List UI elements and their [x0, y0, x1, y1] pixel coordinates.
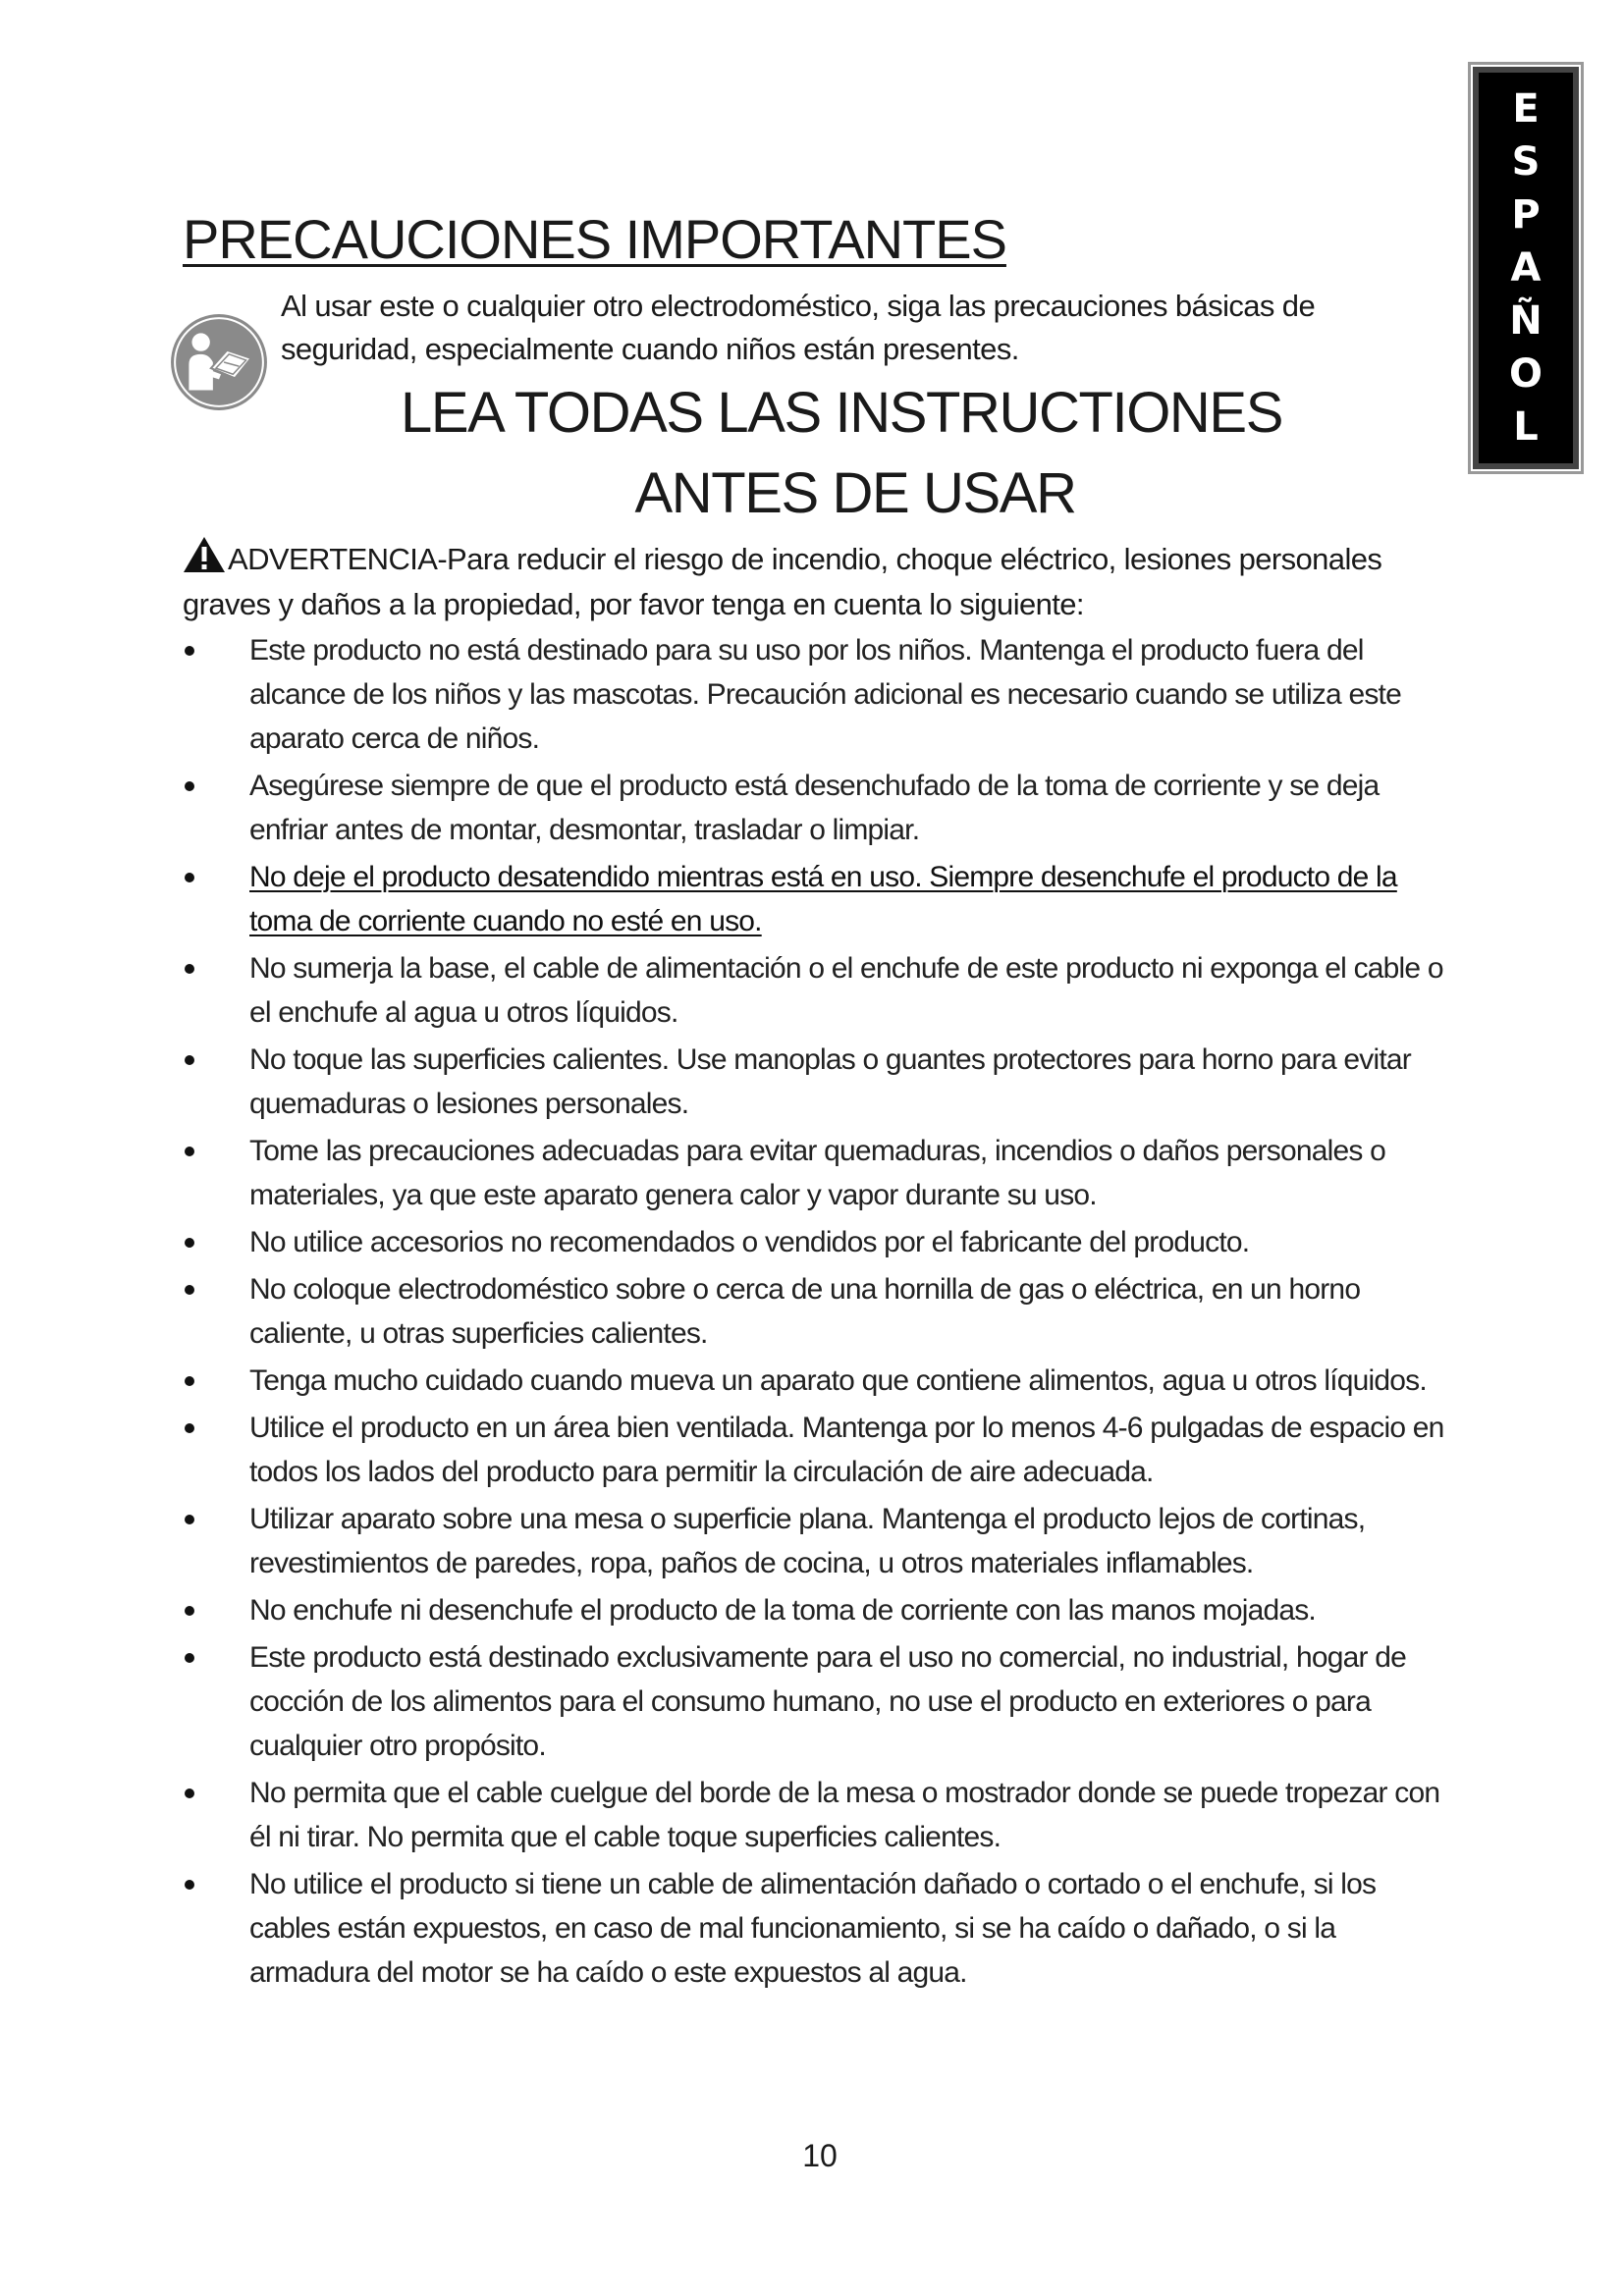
list-item-text: Este producto está destinado exclusivamente para el uso no comercial, no industrial, hogar de cocción de los alimentos para el consumo humano, no use el producto en exteriores o para cualquier otro propósito.	[249, 1641, 1406, 1762]
list-item-text: No toque las superficies calientes. Use manoplas o guantes protectores para horno para evitar quemaduras o lesiones personales.	[249, 1043, 1411, 1120]
language-tab-letter: L	[1513, 404, 1539, 450]
list-item-text: No utilice el producto si tiene un cable de alimentación dañado o cortado o el enchufe, si los cables están expuestos, en caso de mal funcionamiento, si se ha caído o dañado, o si la armadura del motor se ha caído o este expuestos al agua.	[249, 1868, 1377, 1989]
list-item	[183, 855, 1459, 943]
list-item-text: Asegúrese siempre de que el producto está desenchufado de la toma de corriente y se deja enfriar antes de montar, desmontar, trasladar o limpiar.	[249, 770, 1380, 846]
list-item	[183, 1220, 1459, 1264]
list-item-text: Este producto no está destinado para su uso por los niños. Mantenga el producto fuera del alcance de los niños y las mascotas. Precaución adicional es necesario cuando se utiliza este aparato cerca de niños.	[249, 634, 1401, 755]
list-item	[183, 1771, 1459, 1859]
list-item-text: No coloque electrodoméstico sobre o cerca de una hornilla de gas o eléctrica, en un horno caliente, u otras superficies calientes.	[249, 1273, 1361, 1350]
page-title: PRECAUCIONES IMPORTANTES	[183, 208, 1006, 270]
language-tab-letter: O	[1508, 351, 1543, 397]
bullet-icon	[185, 1880, 194, 1890]
list-item-text: Tome las precauciones adecuadas para evitar quemaduras, incendios o daños personales o materiales, ya que este aparato genera calor y vapor durante su uso.	[249, 1135, 1385, 1211]
subtitle-line-1: LEA TODAS LAS INSTRUCTIONES	[401, 381, 1282, 445]
warning-triangle-icon	[183, 536, 226, 573]
warning-text: ADVERTENCIA-Para reducir el riesgo de incendio, choque eléctrico, lesiones personales graves y daños a la propiedad, por favor tenga en cuenta lo siguiente:	[183, 542, 1382, 621]
list-item	[183, 1588, 1459, 1632]
bullet-icon	[185, 1147, 194, 1156]
list-item	[183, 628, 1459, 761]
language-tab-letter: S	[1511, 139, 1541, 185]
list-item	[183, 1267, 1459, 1356]
bullet-icon	[185, 1515, 194, 1524]
bullet-icon	[185, 1376, 194, 1386]
list-item-text: Tenga mucho cuidado cuando mueva un aparato que contiene alimentos, agua u otros líquidos.	[249, 1364, 1427, 1397]
list-item	[183, 1038, 1459, 1126]
list-item-text: No sumerja la base, el cable de alimentación o el enchufe de este producto ni exponga el cable o el enchufe al agua u otros líquidos.	[249, 952, 1443, 1029]
list-item	[183, 1497, 1459, 1585]
list-item-text: No permita que el cable cuelgue del borde de la mesa o mostrador donde se puede tropezar con él ni tirar. No permita que el cable toque superficies calientes.	[249, 1777, 1440, 1853]
list-item-text: Utilice el producto en un área bien ventilada. Mantenga por lo menos 4-6 pulgadas de espacio en todos los lados del producto para permitir la circulación de aire adecuada.	[249, 1412, 1444, 1488]
bullet-icon	[185, 1423, 194, 1433]
list-item	[183, 1359, 1459, 1403]
bullet-icon	[185, 781, 194, 791]
bullet-icon	[185, 1055, 194, 1065]
precautions-list	[183, 628, 1459, 1998]
language-tab-letter: E	[1512, 86, 1540, 132]
list-item	[183, 946, 1459, 1035]
list-item-text: No utilice accesorios no recomendados o vendidos por el fabricante del producto.	[249, 1226, 1250, 1258]
bullet-icon	[185, 646, 194, 656]
list-item	[183, 1635, 1459, 1768]
bullet-icon	[185, 1789, 194, 1798]
list-item	[183, 1406, 1459, 1494]
list-item-text: No deje el producto desatendido mientras está en uso. Siempre desenchufe el producto de la toma de corriente cuando no esté en uso.	[249, 861, 1397, 937]
bullet-icon	[185, 1238, 194, 1248]
list-item-text: Utilizar aparato sobre una mesa o superficie plana. Mantenga el producto lejos de cortinas, revestimientos de paredes, ropa, paños de cocina, u otros materiales inflamables.	[249, 1503, 1366, 1579]
intro-text: Al usar este o cualquier otro electrodoméstico, siga las precauciones básicas de seguridad, especialmente cuando niños están presentes.	[281, 289, 1316, 366]
bullet-icon	[185, 1606, 194, 1616]
language-tab-letter: Ñ	[1509, 298, 1543, 344]
bullet-icon	[185, 873, 194, 882]
page-number: 10	[802, 2138, 838, 2173]
bullet-icon	[185, 964, 194, 974]
bullet-icon	[185, 1653, 194, 1663]
subtitle-line-2: ANTES DE USAR	[634, 461, 1076, 525]
list-item	[183, 1129, 1459, 1217]
language-tab-letter: A	[1510, 245, 1542, 291]
bullet-icon	[185, 1285, 194, 1295]
language-tab-letter: P	[1511, 192, 1541, 238]
warning-paragraph	[183, 536, 1459, 627]
list-item	[183, 1862, 1459, 1995]
list-item-text: No enchufe ni desenchufe el producto de la toma de corriente con las manos mojadas.	[249, 1594, 1316, 1627]
list-item	[183, 764, 1459, 852]
